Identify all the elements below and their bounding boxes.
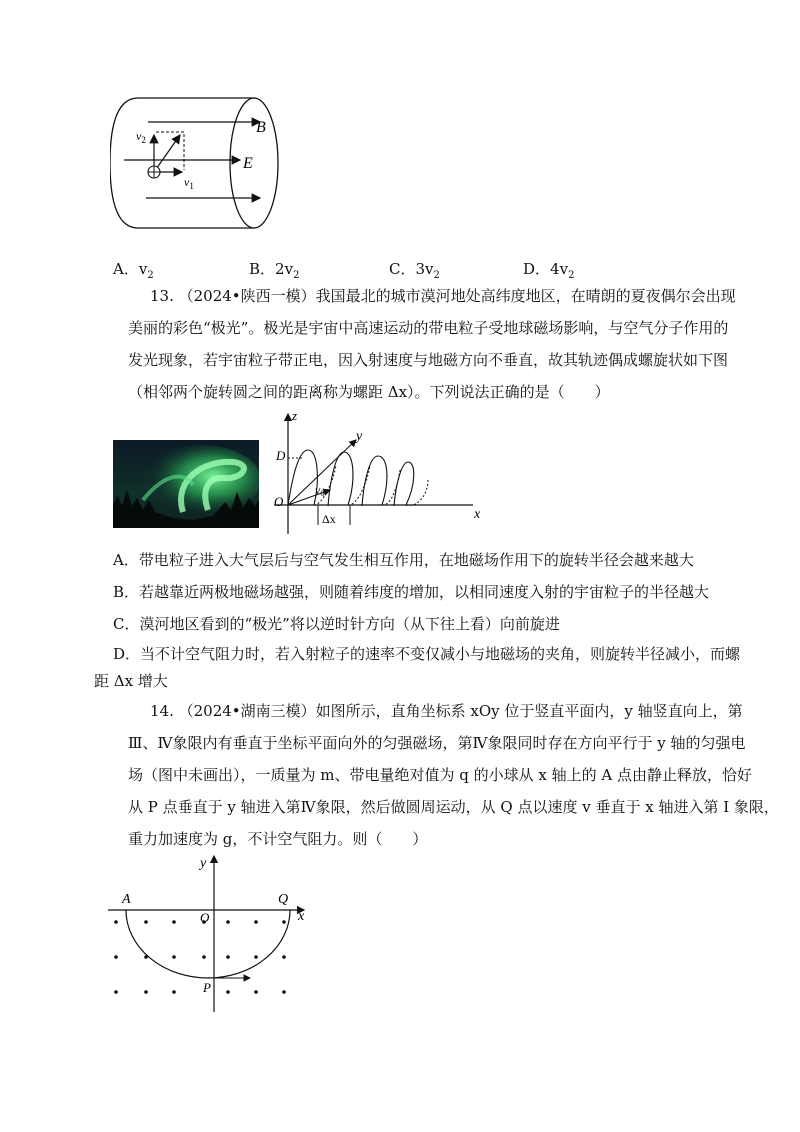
axis-label-z: z [292, 410, 298, 423]
magnetic-field-dots [114, 920, 286, 994]
label-v0: v0 [315, 483, 325, 498]
q14-stem-line-3: 场（图中未画出），一质量为 m、带电量绝对值为 q 的小球从 x 轴上的 A 点由静止释放，恰好 [128, 766, 752, 784]
axis-label-y: y [200, 856, 207, 871]
label-B: B [256, 119, 266, 136]
q13-stem-line-3: 发光现象，若宇宙粒子带正电，因入射速度与地磁方向不垂直，故其轨迹偶成螺旋状如下图 [128, 351, 729, 369]
label-v2: $v_2$ [136, 129, 146, 145]
origin-label: O [200, 910, 210, 925]
q13-stem-line-2: 美丽的彩色“极光”。极光是宇宙中高速运动的带电粒子受地球磁场影响，与空气分子作用的 [128, 319, 729, 337]
q14-stem-line-5: 重力加速度为 g，不计空气阻力。则（ ） [128, 830, 428, 848]
q13-option-d[interactable]: D．当不计空气阻力时，若入射粒子的速率不变仅减小与地磁场的夹角，则旋转半径减小，而螺 [113, 645, 741, 663]
point-P-label: P [203, 980, 211, 995]
label-pitch-dx: Δx [322, 512, 336, 526]
axis-label-x: x [474, 507, 481, 522]
q13-option-a[interactable]: A．带电粒子进入大气层后与空气发生相互作用，在地磁场作用下的旋转半径会越来越大 [113, 551, 694, 569]
q14-stem-line-4: 从 P 点垂直于 y 轴进入第Ⅳ象限，然后做圆周运动，从 Q 点以速度 v 垂直于 x 轴进入第 I 象限， [128, 798, 779, 816]
label-D: D [276, 448, 286, 463]
q13-stem-line-1: 13. （2024•陕西一模）我国最北的城市漠河地处高纬度地区，在晴朗的夏夜偶尔会出现 [150, 287, 736, 305]
label-v1: $v_1$ [184, 175, 194, 191]
q13-option-b[interactable]: B．若越靠近两极地磁场越强，则随着纬度的增加，以相同速度入射的宇宙粒子的半径越大 [113, 583, 710, 601]
q13-option-c[interactable]: C．漠河地区看到的“极光”将以逆时针方向（从下往上看）向前旋进 [113, 615, 560, 633]
semicircle-field-figure [104, 852, 324, 1014]
label-E: E [243, 155, 253, 172]
point-A-label: A [122, 892, 131, 907]
cylinder-field-figure [110, 90, 290, 240]
aurora-photo [113, 440, 259, 528]
axis-label-y: y [356, 429, 363, 444]
q13-option-d-continued: 距 Δx 增大 [94, 672, 168, 690]
origin-label: O [274, 494, 284, 509]
q14-stem-line-1: 14. （2024•湖南三模）如图所示，直角坐标系 xOy 位于竖直平面内，y 轴竖直向上，第 [150, 702, 743, 720]
q12-option-c[interactable]: C．$3v_2$ [389, 260, 440, 281]
q14-stem-line-2: Ⅲ、Ⅳ象限内有垂直于坐标平面向外的匀强磁场，第Ⅳ象限同时存在方向平行于 y 轴的匀强电 [128, 734, 746, 752]
q12-option-a[interactable]: A．$v_2$ [113, 260, 154, 281]
q12-option-d[interactable]: D．$4v_2$ [523, 260, 575, 281]
point-Q-label: Q [278, 892, 289, 907]
q12-option-b[interactable]: B．$2v_2$ [249, 260, 300, 281]
axis-label-x: x [298, 909, 305, 924]
helix-trajectory-figure [268, 410, 490, 538]
q12-options [0, 258, 800, 280]
q13-stem-line-4: （相邻两个旋转圆之间的距离称为螺距 Δx）。下列说法正确的是（ ） [128, 383, 610, 401]
